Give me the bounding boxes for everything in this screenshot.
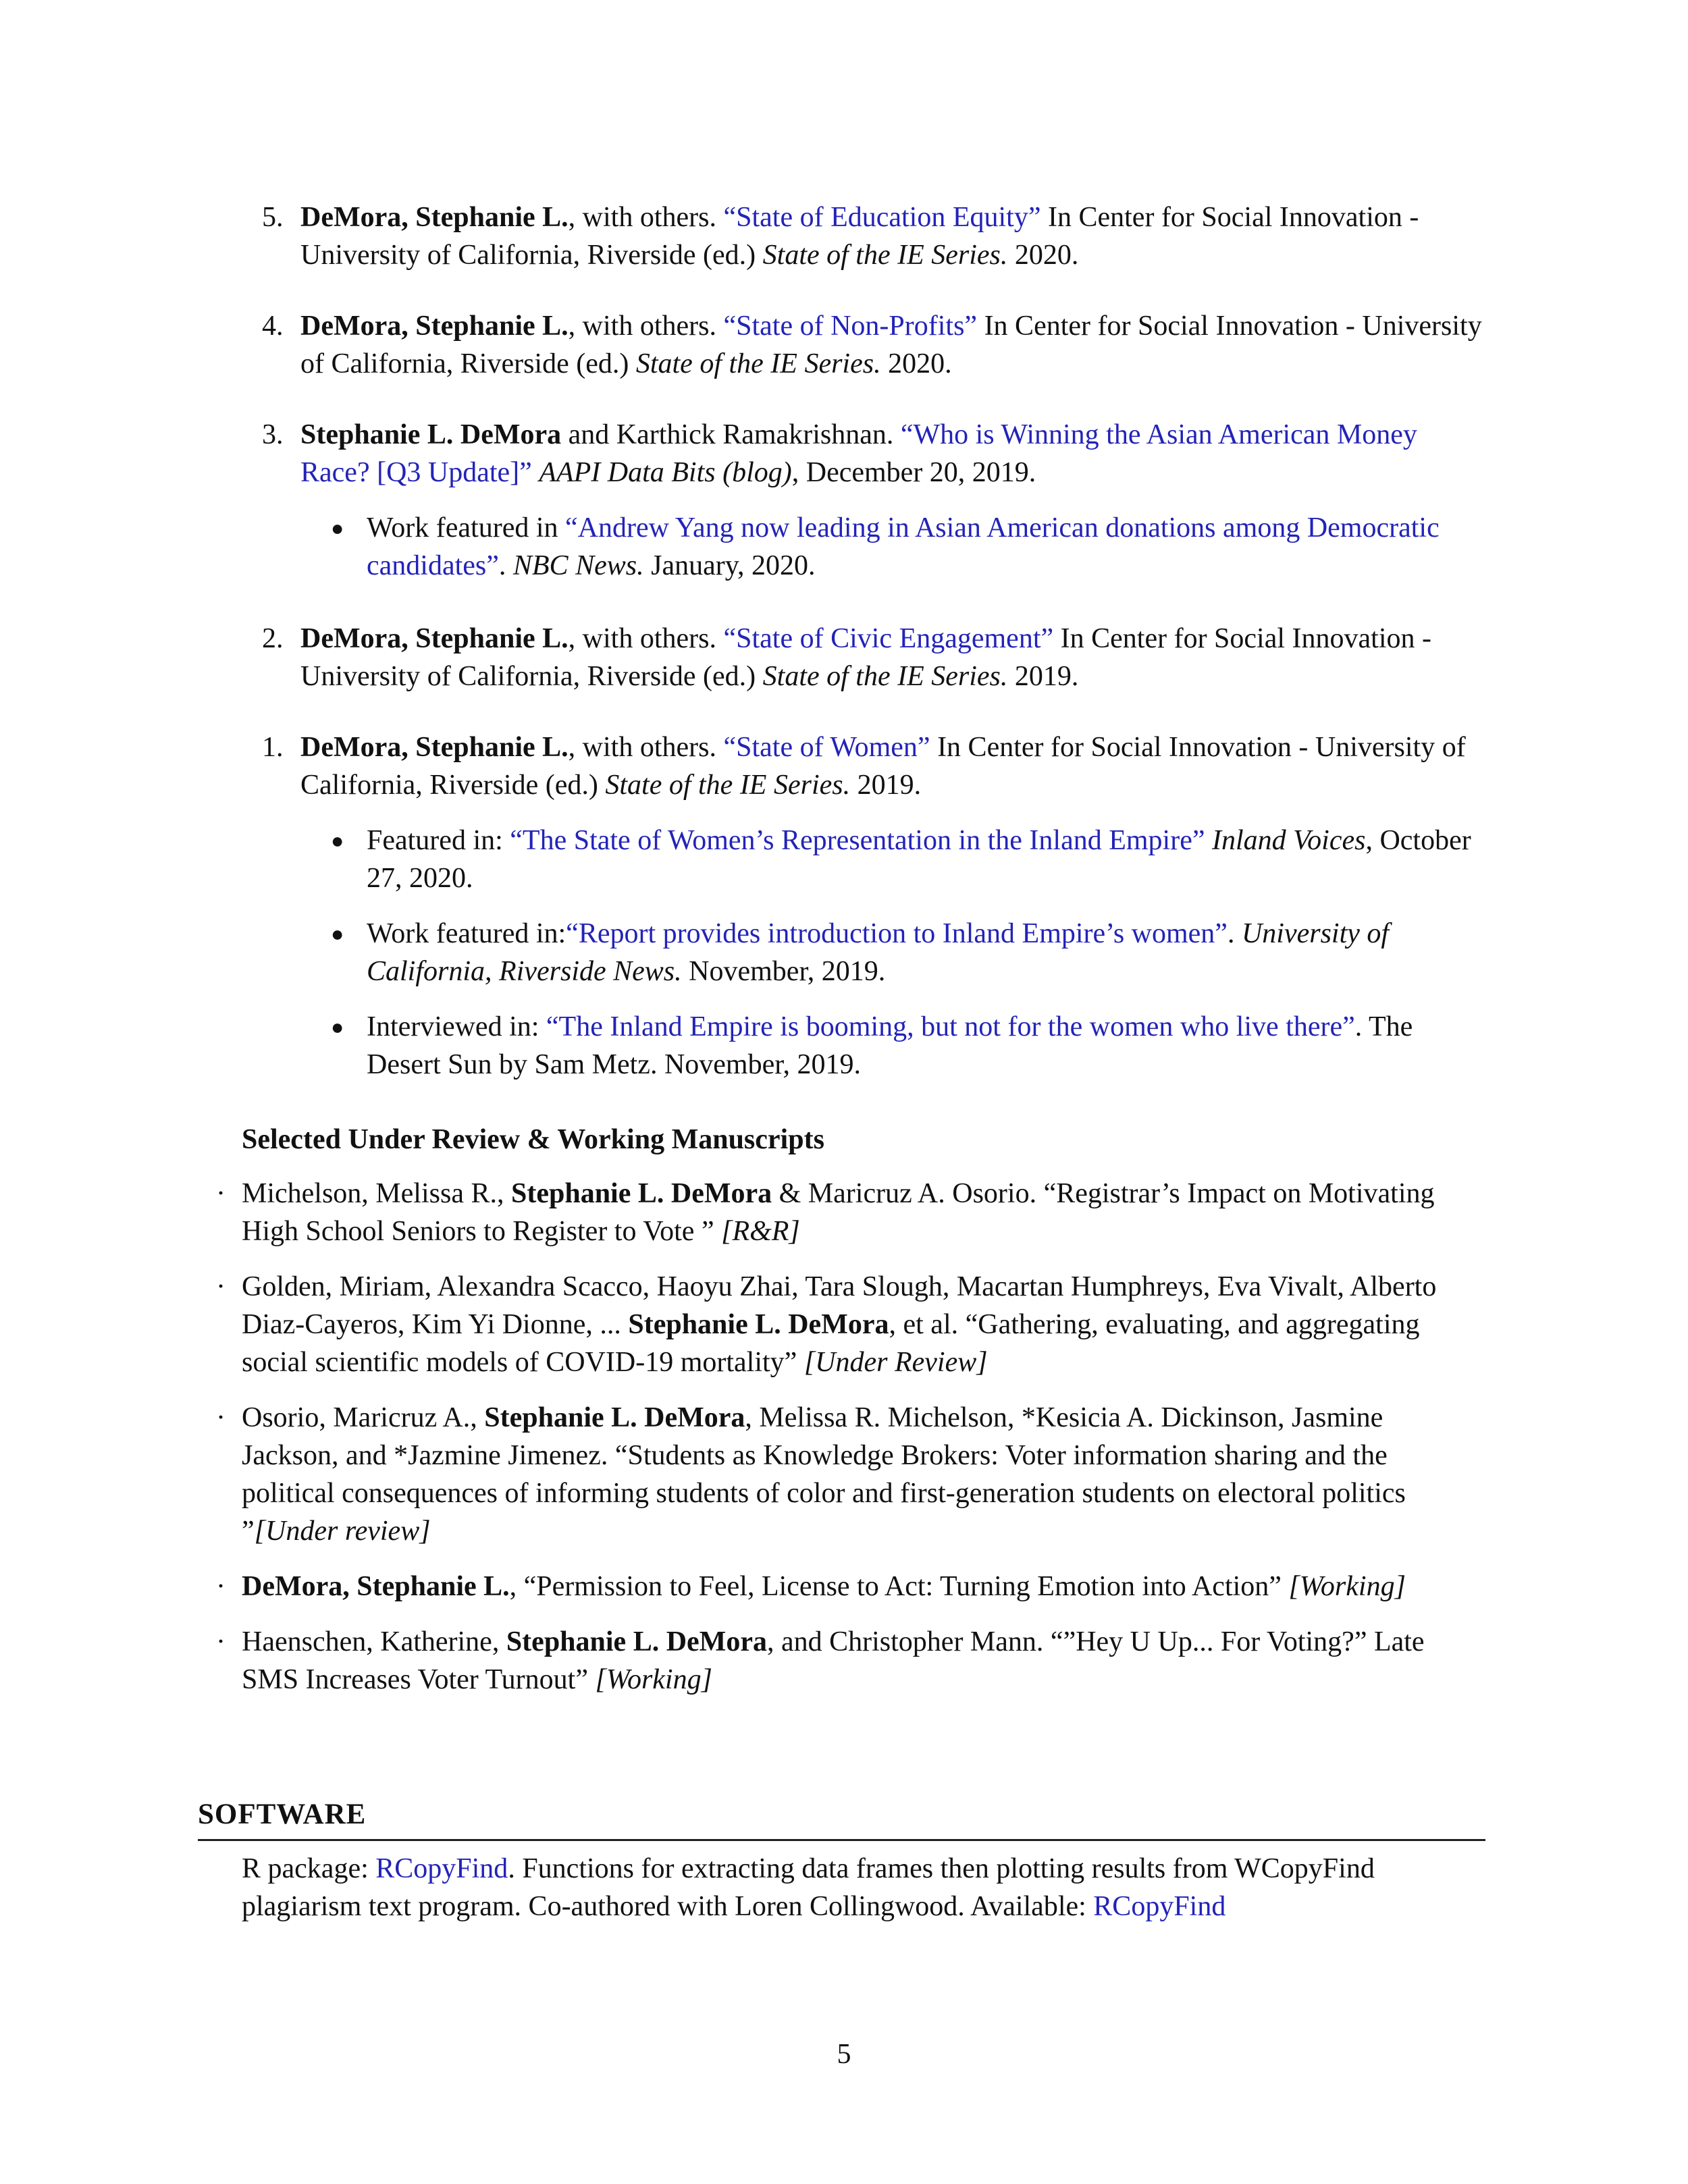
report-link[interactable]: “State of Civic Engagement” — [723, 623, 1054, 654]
series-name: State of the IE Series. — [605, 770, 851, 801]
list-dot-icon: · — [216, 1271, 226, 1302]
manuscript-item: · Michelson, Melissa R., Stephanie L. DeMora & Maricruz A. Osorio. “Registrar’s Impact on Motivating High School Seniors to Register to Vote ” [R&R] — [204, 1175, 1485, 1250]
manuscripts-heading: Selected Under Review & Working Manuscripts — [242, 1124, 824, 1155]
series-name: State of the IE Series. — [635, 348, 881, 379]
bullet-icon: ● — [331, 922, 344, 946]
series-name: State of the IE Series. — [762, 661, 1008, 692]
news-link[interactable]: “Report provides introduction to Inland Empire’s women” — [566, 918, 1228, 949]
series-name: State of the IE Series. — [762, 240, 1008, 271]
author-name: Stephanie L. DeMora — [300, 419, 562, 450]
manuscripts-list — [204, 1175, 1485, 1716]
item-number: 4. — [262, 311, 284, 342]
publication-item-5: 5. DeMora, Stephanie L., with others. “State of Education Equity” In Center for Social Innovation - University of California, Riverside (ed.) State of the IE Series. 2020. — [262, 198, 1485, 274]
status-label: [Under Review] — [803, 1347, 988, 1378]
software-description: R package: RCopyFind. Functions for extracting data frames then plotting results from WCopyFind plagiarism text program. Co-authored with Loren Collingwood. Available: RCopyFind — [242, 1853, 1375, 1922]
list-dot-icon: · — [216, 1626, 226, 1657]
report-link[interactable]: “State of Non-Profits” — [723, 311, 978, 342]
status-label: [Working] — [1288, 1571, 1406, 1602]
section-divider — [198, 1839, 1485, 1841]
author-name: DeMora, Stephanie L. — [300, 311, 569, 342]
publication-item-2: 2. DeMora, Stephanie L., with others. “State of Civic Engagement” In Center for Social Innovation - University of California, Riverside (ed.) State of the IE Series. 2019. — [262, 620, 1485, 695]
page-number: 5 — [837, 2039, 851, 2070]
manuscript-item: · Golden, Miriam, Alexandra Scacco, Haoyu Zhai, Tara Slough, Macartan Humphreys, Eva Vivalt, Alberto Diaz-Cayeros, Kim Yi Dionne, ... Stephanie L. DeMora, et al. “Gathering, evaluating, and aggregating social scientific models of COVID-19 mortality” [Under Review] — [204, 1268, 1485, 1381]
report-link[interactable]: “State of Education Equity” — [723, 202, 1041, 233]
rcopyfind-link[interactable]: RCopyFind — [375, 1853, 508, 1884]
bullet-icon: ● — [331, 516, 344, 540]
author-name: DeMora, Stephanie L. — [300, 202, 569, 233]
featured-item: ● Work featured in “Andrew Yang now leading in Asian American donations among Democratic candidates”. NBC News. January, 2020. — [314, 509, 1485, 585]
bullet-icon: ● — [331, 828, 344, 853]
list-dot-icon: · — [216, 1178, 226, 1209]
item-number: 1. — [262, 732, 284, 763]
featured-item: ● Work featured in:“Report provides introduction to Inland Empire’s women”. University of California, Riverside News. November, 2019. — [314, 915, 1485, 990]
software-section-title: SOFTWARE — [198, 1799, 367, 1830]
featured-item: ● Featured in: “The State of Women’s Representation in the Inland Empire” Inland Voices, October 27, 2020. — [314, 822, 1485, 897]
featured-item: ● Interviewed in: “The Inland Empire is booming, but not for the women who live there”. The Desert Sun by Sam Metz. November, 2019. — [314, 1008, 1485, 1084]
status-label: [Working] — [595, 1664, 712, 1695]
publication-item-4: 4. DeMora, Stephanie L., with others. “State of Non-Profits” In Center for Social Innovation - University of California, Riverside (ed.) State of the IE Series. 2020. — [262, 307, 1485, 383]
bullet-icon: ● — [331, 1015, 344, 1039]
news-link[interactable]: “The State of Women’s Representation in the Inland Empire” — [510, 825, 1205, 856]
list-dot-icon: · — [216, 1571, 226, 1602]
blog-post-link[interactable]: “Who is Winning the Asian American Money Race? [Q3 Update]” — [300, 419, 1417, 488]
status-label: [R&R] — [721, 1216, 800, 1247]
news-link[interactable]: “The Inland Empire is booming, but not for the women who live there” — [546, 1011, 1355, 1042]
author-name: DeMora, Stephanie L. — [300, 732, 569, 763]
report-link[interactable]: “State of Women” — [723, 732, 930, 763]
blog-name: AAPI Data Bits (blog) — [539, 457, 792, 488]
featured-list — [314, 509, 1485, 585]
rcopyfind-available-link[interactable]: RCopyFind — [1093, 1891, 1226, 1922]
publication-item-1: 1. DeMora, Stephanie L., with others. “State of Women” In Center for Social Innovation - University of California, Riverside (ed.) State of the IE Series. 2019. ● Featured in: “The State of Women’s Representation in the Inland Empire” Inland Voices, October 27, 2020. ● Work featured in:“Report provides introduction to Inland Empire’s women”. University of California, Riverside News. November, 2019. ● Interviewed in: “The Inland Empire is booming, but not for the women who live there”. The Desert Sun by Sam Metz. November, 2019. — [262, 728, 1485, 1101]
manuscript-item: · Osorio, Maricruz A., Stephanie L. DeMora, Melissa R. Michelson, *Kesicia A. Dickinson, Jasmine Jackson, and *Jazmine Jimenez. “Students as Knowledge Brokers: Voter information sharing and the political consequences of informing students of color and first-generation students on electoral politics ”[Under review] — [204, 1399, 1485, 1550]
item-number: 5. — [262, 202, 284, 233]
manuscript-item: · DeMora, Stephanie L., “Permission to Feel, License to Act: Turning Emotion into Action” [Working] — [204, 1568, 1485, 1605]
manuscript-item: · Haenschen, Katherine, Stephanie L. DeMora, and Christopher Mann. “”Hey U Up... For Voting?” Late SMS Increases Voter Turnout” [Working] — [204, 1623, 1485, 1699]
item-number: 2. — [262, 623, 284, 654]
publication-item-3: 3. Stephanie L. DeMora and Karthick Ramakrishnan. “Who is Winning the Asian American Money Race? [Q3 Update]” AAPI Data Bits (blog), December 20, 2019. ● Work featured in “Andrew Yang now leading in Asian American donations among Democratic candidates”. NBC News. January, 2020. — [262, 416, 1485, 602]
news-link[interactable]: “Andrew Yang now leading in Asian American donations among Democratic candidates” — [367, 512, 1440, 581]
author-name: DeMora, Stephanie L. — [300, 623, 569, 654]
status-label: [Under review] — [254, 1516, 431, 1547]
item-number: 3. — [262, 419, 284, 450]
list-dot-icon: · — [216, 1402, 226, 1433]
featured-list — [314, 822, 1485, 1084]
